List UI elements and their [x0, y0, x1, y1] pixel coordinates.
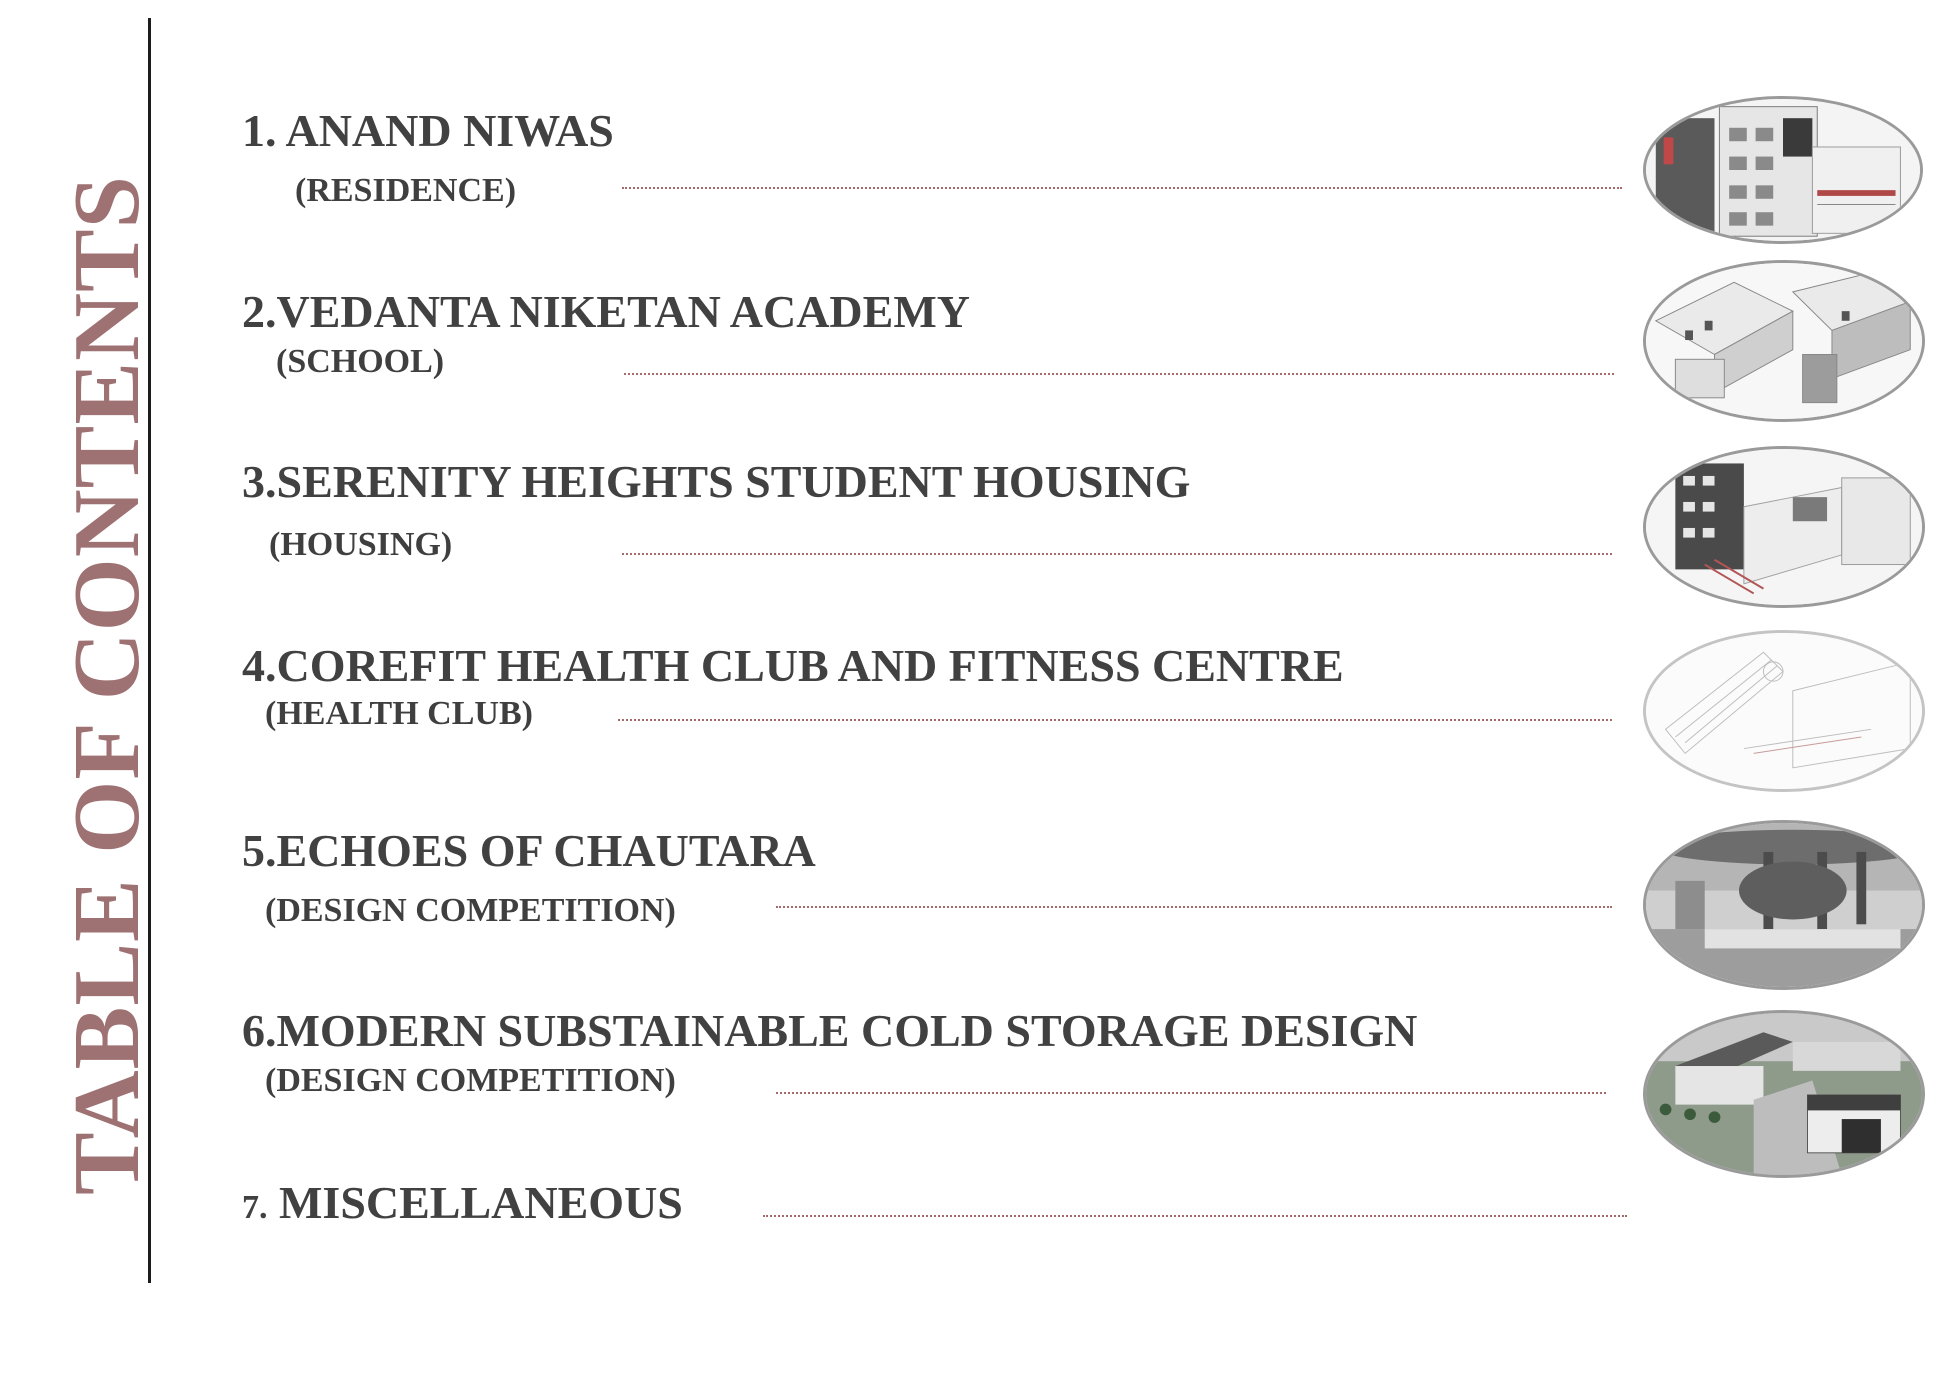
toc-entry-5-subtitle: (DESIGN COMPETITION) — [265, 892, 676, 929]
entry-title: SERENITY HEIGHTS STUDENT HOUSING — [276, 456, 1191, 507]
entry-number: 2. — [242, 286, 277, 337]
page-title: TABLE OF CONTENTS — [55, 175, 159, 1195]
residence-render-icon — [1643, 96, 1923, 244]
cold-storage-render-icon — [1643, 1010, 1925, 1178]
entry-number: 7. — [242, 1189, 268, 1226]
entry-title: ECHOES OF CHAUTARA — [276, 825, 816, 876]
leader-dots — [618, 719, 1612, 721]
entry-title: VEDANTA NIKETAN ACADEMY — [276, 286, 970, 337]
toc-entry-6-subtitle: (DESIGN COMPETITION) — [265, 1062, 676, 1099]
entry-number: 6. — [242, 1005, 277, 1056]
entry-number: 1. — [242, 105, 277, 156]
chautara-render-icon — [1643, 820, 1925, 990]
leader-dots — [776, 1092, 1606, 1094]
leader-dots — [624, 373, 1614, 375]
health-club-render-icon — [1643, 630, 1925, 792]
toc-entry-1-subtitle: (RESIDENCE) — [295, 172, 517, 209]
entry-number: 4. — [242, 640, 277, 691]
toc-entry-4-heading[interactable] — [242, 640, 1344, 691]
school-render-icon — [1643, 260, 1925, 422]
toc-entry-3-heading[interactable] — [242, 456, 1191, 507]
leader-dots — [776, 906, 1612, 908]
leader-dots — [763, 1215, 1627, 1217]
entry-number: 5. — [242, 825, 277, 876]
toc-entry-3-subtitle: (HOUSING) — [269, 526, 453, 563]
toc-entry-2-heading[interactable] — [242, 286, 970, 337]
toc-entry-6-heading[interactable] — [242, 1005, 1418, 1056]
toc-entry-5-heading[interactable] — [242, 825, 816, 876]
toc-entry-2-subtitle: (SCHOOL) — [276, 343, 445, 380]
leader-dots — [622, 553, 1612, 555]
toc-entry-7-heading[interactable] — [242, 1177, 683, 1228]
toc-entry-4-subtitle: (HEALTH CLUB) — [265, 695, 533, 732]
entry-title: MODERN SUBSTAINABLE COLD STORAGE DESIGN — [276, 1005, 1418, 1056]
leader-dots — [622, 187, 1622, 189]
entry-title: ANAND NIWAS — [285, 105, 614, 156]
housing-render-icon — [1643, 446, 1925, 608]
entry-title: COREFIT HEALTH CLUB AND FITNESS CENTRE — [276, 640, 1344, 691]
entry-number: 3. — [242, 456, 277, 507]
toc-entry-1-heading[interactable] — [242, 105, 614, 156]
entry-title: MISCELLANEOUS — [279, 1177, 683, 1228]
